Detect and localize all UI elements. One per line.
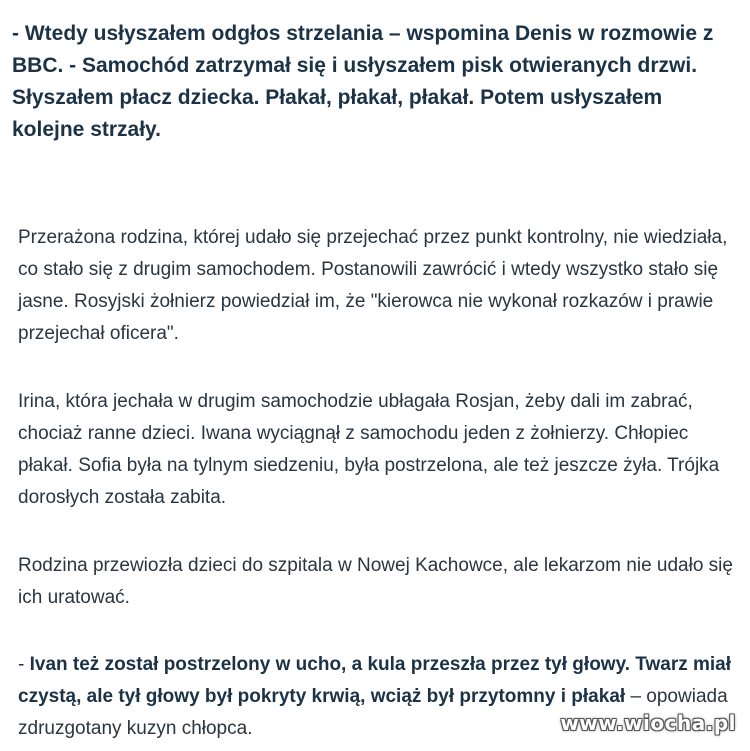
article-paragraph-1: Przerażona rodzina, której udało się przejechać przez punkt kontrolny, nie wiedziała, co stało się z drugim samochodem. Postanowili zawrócić i wtedy wszystko stało się jasne. Rosyjski żołnierz powiedział im, że "kierowca nie wykonał rozkazów i prawie przejechał oficera". (18, 227, 728, 344)
quote-dash: - (18, 654, 30, 675)
quote-attribution: – opowiada zdruzgotany kuzyn chłopca. (18, 686, 728, 739)
article-paragraph-3: Rodzina przewiozła dzieci do szpitala w Nowej Kachowce, ale lekarzom nie udało się ich uratować. (18, 555, 733, 608)
site-watermark: www.wiocha.pl (560, 711, 736, 735)
article-paragraph-2: Irina, która jechała w drugim samochodzie ubłagała Rosjan, żeby dali im zabrać, chociaż ranne dzieci. Iwana wyciągnął z samochodu jeden z żołnierzy. Chłopiec płakał. Sofia była na tylnym siedzeniu, była postrzelona, ale też jeszcze żyła. Trójka dorosłych została zabita. (18, 391, 720, 508)
article-lead-quote: - Wtedy usłyszałem odgłos strzelania – wspomina Denis w rozmowie z BBC. - Samochód zatrzymał się i usłyszałem pisk otwieranych drzwi. Słyszałem płacz dziecka. Płakał, płakał, płakał. Potem usłyszałem kolejne strzały. (12, 22, 714, 141)
quote-bold-text: Ivan też został postrzelony w ucho, a kula przeszła przez tył głowy. Twarz miał czystą, ale tył głowy był pokryty krwią, wciąż był przytomny i płakał (18, 654, 732, 707)
